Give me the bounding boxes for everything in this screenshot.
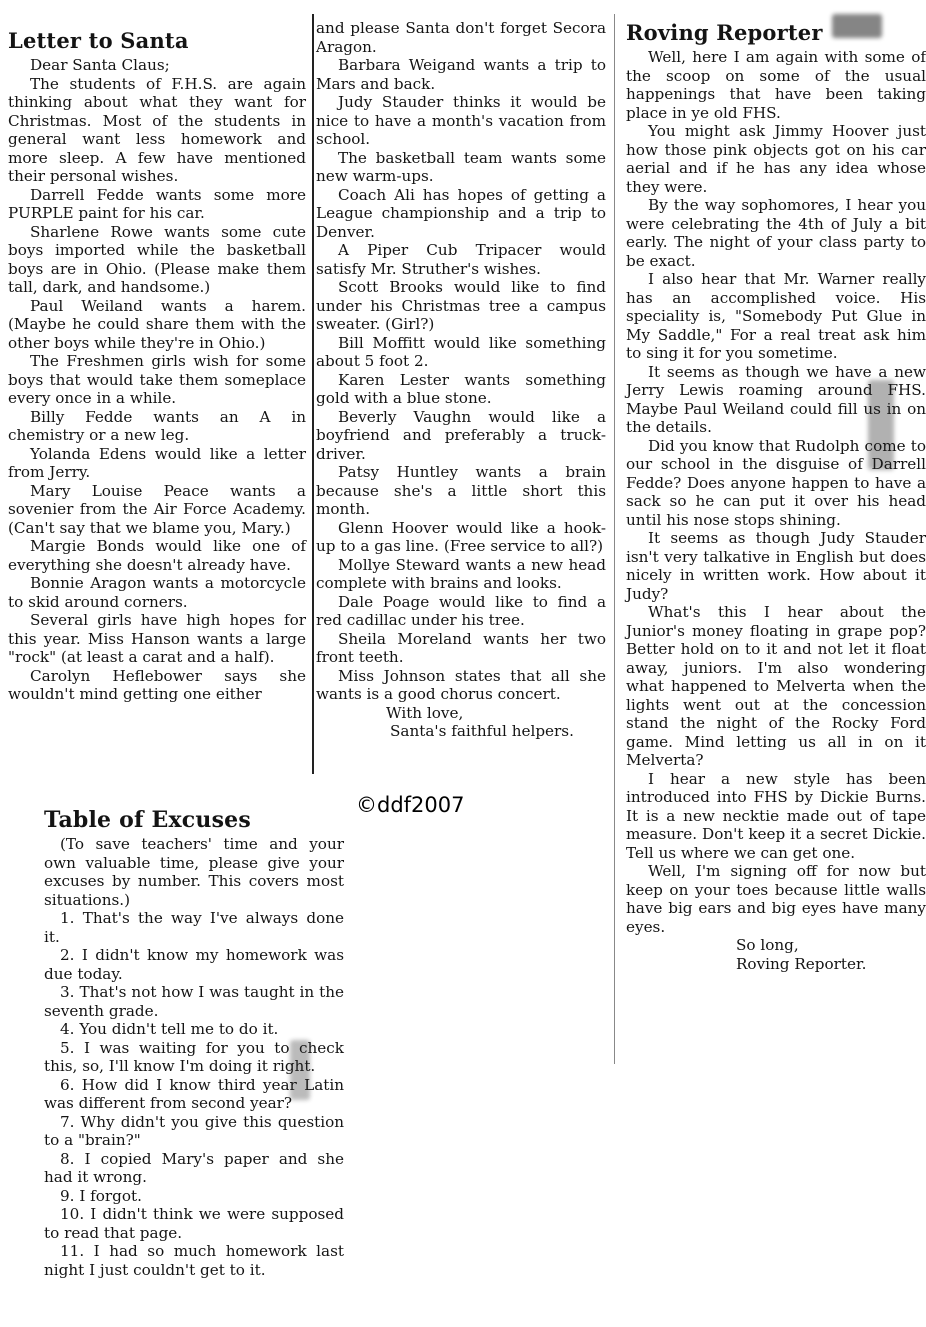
- article-headline: Roving Reporter: [626, 20, 823, 45]
- paragraph: 8. I copied Mary's paper and she had it wrong.: [44, 1149, 344, 1186]
- paragraph: Bill Moffitt would like something about 5 foot 2.: [316, 333, 606, 370]
- paragraph: What's this I hear about the Junior's money floating in grape pop? Better hold on to it and not let it float away, juniors. I'm also wondering what happened to Melverta when the lights went out at the concession stand the night of the Rocky Ford game. Mind letting us all in on it Melverta?: [626, 603, 926, 769]
- paragraph: Karen Lester wants something gold with a blue stone.: [316, 370, 606, 407]
- letter-to-santa-continued: [316, 19, 606, 741]
- paragraph: Miss Johnson states that all she wants is a good chorus concert.: [316, 666, 606, 703]
- paragraph: Darrell Fedde wants some more PURPLE paint for his car.: [8, 185, 306, 222]
- paragraph: 5. I was waiting for you to check this, so, I'll know I'm doing it right.: [44, 1038, 344, 1075]
- closing: So long,: [736, 936, 799, 954]
- signature: Roving Reporter.: [736, 954, 867, 973]
- paragraph: 9. I forgot.: [60, 1186, 142, 1205]
- paragraph: Judy Stauder thinks it would be nice to have a month's vacation from school.: [316, 93, 606, 148]
- closing: With love,: [386, 703, 464, 722]
- ink-smudge: [290, 1040, 310, 1100]
- intro: (To save teachers' time and your own valuable time, please give your excuses by number. This covers most situations.): [44, 835, 344, 909]
- article-headline: Letter to Santa: [8, 28, 189, 53]
- paragraph: Well, here I am again with some of the scoop on some of the usual happenings that have been taking place in ye old FHS.: [626, 48, 926, 122]
- paragraph: 7. Why didn't you give this question to a "brain?": [44, 1112, 344, 1149]
- paragraph: Yolanda Edens would like a letter from Jerry.: [8, 444, 306, 481]
- article-body: [316, 19, 606, 704]
- paragraph: 2. I didn't know my homework was due today.: [44, 946, 344, 983]
- paragraph: Did you know that Rudolph come to our school in the disguise of Darrell Fedde? Does anyone happen to have a sack so he can put it over his head until his nose stops shining.: [626, 436, 926, 529]
- paragraph: A Piper Cub Tripacer would satisfy Mr. Struther's wishes.: [316, 241, 606, 278]
- article-body: [626, 48, 926, 936]
- signature: Santa's faithful helpers.: [390, 722, 574, 740]
- paragraph: 1. That's the way I've always done it.: [44, 909, 344, 946]
- salutation: Dear Santa Claus;: [30, 56, 170, 74]
- paragraph: I hear a new style has been introduced into FHS by Dickie Burns. It is a new necktie made out of tape measure. Don't keep it a secret Dickie. Tell us where we can get one.: [626, 769, 926, 862]
- paragraph: Sheila Moreland wants her two front teeth.: [316, 629, 606, 666]
- paragraph: The basketball team wants some new warm-ups.: [316, 148, 606, 185]
- paragraph: Sharlene Rowe wants some cute boys imported while the basketball boys are in Ohio. (Please make them tall, dark, and handsome.): [8, 222, 306, 296]
- ink-smudge: [832, 14, 882, 38]
- paragraph: Carolyn Heflebower says she wouldn't mind getting one either: [8, 666, 306, 703]
- paragraph: Dale Poage would like to find a red cadillac under his tree.: [316, 592, 606, 629]
- paragraph: 6. How did I know third year Latin was different from second year?: [44, 1075, 344, 1112]
- paragraph: Margie Bonds would like one of everything she doesn't already have.: [8, 537, 306, 574]
- paragraph: Barbara Weigand wants a trip to Mars and back.: [316, 56, 606, 93]
- paragraph: Mollye Steward wants a new head complete with brains and looks.: [316, 555, 606, 592]
- column-rule: [614, 14, 615, 1064]
- paragraph: Patsy Huntley wants a brain because she's a little short this month.: [316, 463, 606, 518]
- paragraph: Beverly Vaughn would like a boyfriend and preferably a truck-driver.: [316, 407, 606, 463]
- paragraph: Coach Ali has hopes of getting a League championship and a trip to Denver.: [316, 185, 606, 241]
- letter-to-santa-article: [8, 28, 306, 704]
- paragraph: 4. You didn't tell me to do it.: [60, 1020, 279, 1038]
- paragraph: I also hear that Mr. Warner really has an accomplished voice. His speciality is, "Somebody Put Glue in My Saddle," For a real treat ask him to sing it for you sometime.: [626, 270, 926, 362]
- paragraph: 3. That's not how I was taught in the seventh grade.: [44, 983, 344, 1020]
- column-rule: [312, 14, 314, 774]
- paragraph: It seems as though we have a new Jerry Lewis roaming around FHS. Maybe Paul Weiland could fill us in on the details.: [626, 362, 926, 436]
- paragraph: Glenn Hoover would like a hook-up to a gas line. (Free service to all?): [316, 518, 606, 555]
- paragraph: Scott Brooks would like to find under his Christmas tree a campus sweater. (Girl?): [316, 278, 606, 333]
- paragraph: The students of F.H.S. are again thinking about what they want for Christmas. Most of the students in general want less homework and more sleep. A few have mentioned their personal wishes.: [8, 74, 306, 185]
- paragraph: By the way sophomores, I hear you were celebrating the 4th of July a bit early. The night of your class party to be exact.: [626, 196, 926, 270]
- article-headline: Table of Excuses: [44, 807, 251, 833]
- paragraph: Mary Louise Peace wants a sovenier from the Air Force Academy. (Can't say that we blame you, Mary.): [8, 481, 306, 537]
- paragraph: Well, I'm signing off for now but keep on your toes because little walls have big ears and big eyes have many eyes.: [626, 862, 926, 936]
- paragraph: It seems as though Judy Stauder isn't very talkative in English but does nicely in written work. How about it Judy?: [626, 529, 926, 603]
- paragraph: You might ask Jimmy Hoover just how those pink objects got on his car aerial and if he has any idea whose they were.: [626, 122, 926, 196]
- watermark: ©ddf2007: [356, 793, 465, 817]
- paragraph: 10. I didn't think we were supposed to read that page.: [44, 1205, 344, 1242]
- paragraph: Paul Weiland wants a harem. (Maybe he could share them with the other boys while they're in Ohio.): [8, 296, 306, 352]
- paragraph: 11. I had so much homework last night I just couldn't get to it.: [44, 1242, 344, 1279]
- paragraph: and please Santa don't forget Secora Aragon.: [316, 19, 606, 56]
- article-body: [8, 75, 306, 704]
- paragraph: Billy Fedde wants an A in chemistry or a new leg.: [8, 407, 306, 444]
- paragraph: Bonnie Aragon wants a motorcycle to skid around corners.: [8, 574, 306, 611]
- table-of-excuses-article: [44, 807, 344, 1279]
- paragraph: The Freshmen girls wish for some boys that would take them someplace every once in a while.: [8, 352, 306, 407]
- ink-smudge: [868, 380, 894, 470]
- paragraph: Several girls have high hopes for this year. Miss Hanson wants a large "rock" (at least a carat and a half).: [8, 611, 306, 666]
- roving-reporter-article: [626, 20, 926, 973]
